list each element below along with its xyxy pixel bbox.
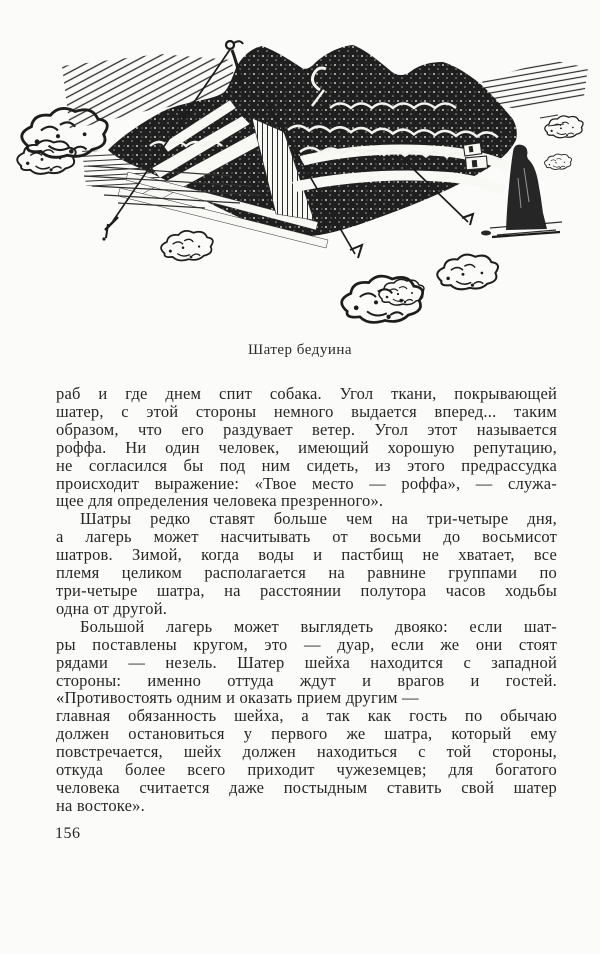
text-line: ры поставлены кругом, это — дуар, если же они стоят — [56, 634, 557, 654]
paragraph — [56, 618, 557, 708]
paragraph — [56, 385, 557, 510]
text-line: рядами — незель. Шатер шейха находится с западной — [56, 652, 557, 672]
text-line: роффа. Ни один человек, имеющий хорошую репутацию, — [56, 437, 557, 457]
text-line: главная обязанность шейха, а так как гость по обычаю — [56, 706, 557, 726]
text-line: повстречается, шейх должен находиться с той стороны, — [56, 742, 557, 762]
text-line: шатер, с этой стороны немного выдается вперед... таким — [56, 401, 557, 421]
text-line: не согласился бы под ним сидеть, из этого предрассудка — [56, 455, 557, 475]
text-line: откуда более всего приходит чужеземцев; для богатого — [56, 760, 557, 780]
text-line: Шатры редко ставят больше чем на три-четыре дня, — [80, 509, 557, 529]
bedouin-tent-illustration — [0, 18, 600, 340]
text-line: «Противостоять одним и оказать прием другим — — [56, 688, 419, 708]
page-number: 156 — [55, 824, 81, 842]
illustration-caption: Шатер бедуина — [247, 342, 353, 358]
text-line: должен остановиться у первого же шатра, который ему — [56, 724, 557, 744]
text-line: на востоке». — [56, 795, 145, 815]
paragraph — [56, 510, 557, 617]
text-line: стороны: именно оттуда ждут и врагов и гостей. — [56, 670, 557, 690]
text-line: Большой лагерь может выглядеть двояко: если шат- — [80, 616, 557, 636]
body-text — [56, 385, 557, 815]
paragraph — [56, 707, 557, 814]
text-line: происходит выражение: «Твое место — роффа», — служа- — [56, 473, 557, 493]
text-line: шатров. Зимой, когда воды и пастбищ не хватает, все — [56, 545, 557, 565]
text-line: три-четыре шатра, на расстоянии полутора часов ходьбы — [56, 580, 557, 600]
book-page — [0, 18, 600, 954]
text-line: человека считается даже постыдным ставить свой шатер — [56, 777, 557, 797]
text-line: щее для определения человека презренного». — [56, 491, 384, 511]
text-line: а лагерь может насчитывать от восьми до восьмисот — [56, 527, 557, 547]
text-line: одна от другой. — [56, 598, 168, 618]
illustration-figure — [0, 18, 600, 359]
text-line: образом, что его раздувает ветер. Угол этот называется — [56, 419, 557, 439]
text-line: племя целиком располагается на равнине группами по — [56, 563, 557, 583]
text-line: раб и где днем спит собака. Угол ткани, покрывающей — [56, 384, 557, 403]
